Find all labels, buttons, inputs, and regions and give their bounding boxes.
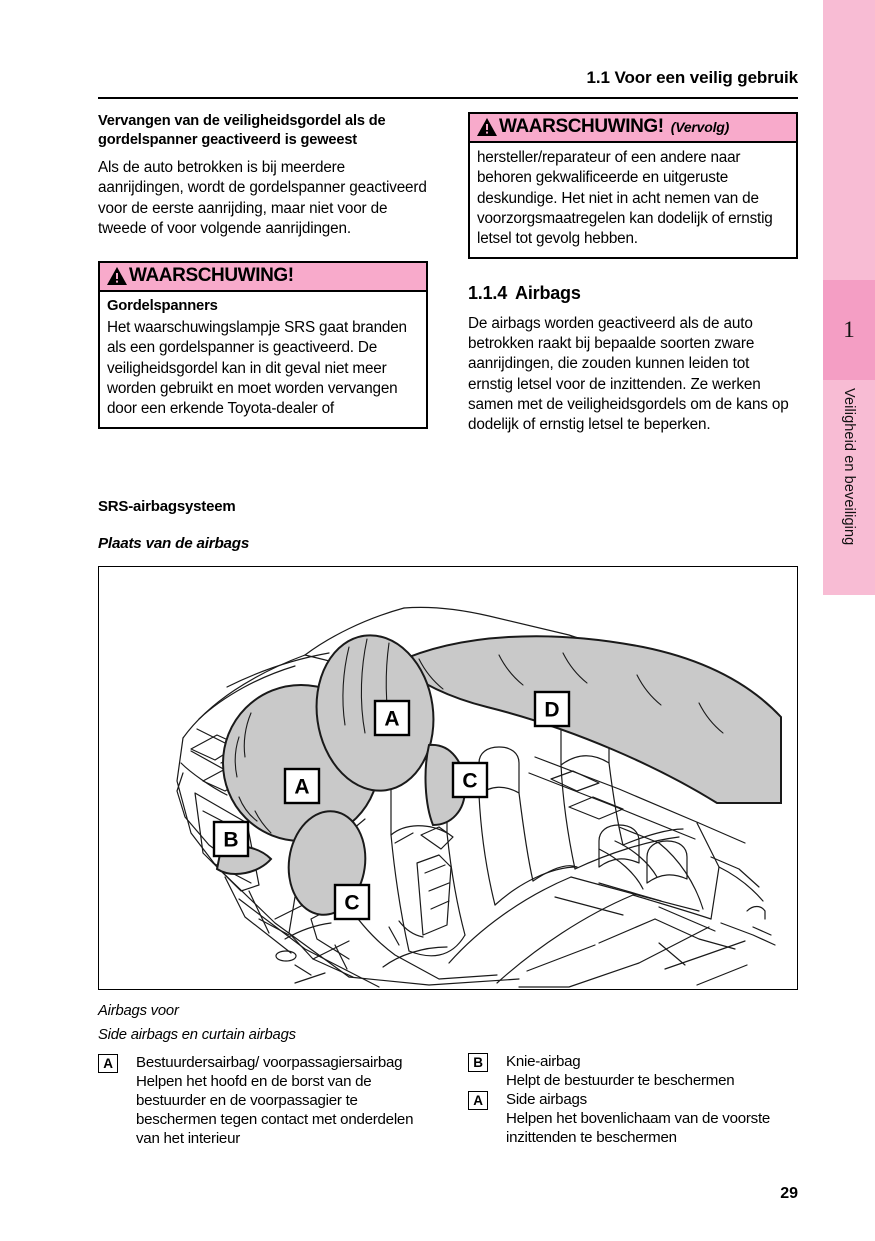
side-tab-label-text: Veiligheid en beveiliging xyxy=(841,388,857,546)
svg-text:A: A xyxy=(384,707,400,731)
legend-badge: A xyxy=(468,1091,488,1110)
side-tab-label xyxy=(823,380,875,595)
airbag-location-diagram xyxy=(98,566,798,990)
legend-badge: B xyxy=(468,1053,488,1072)
srs-subheading: Plaats van de airbags xyxy=(98,535,250,552)
warning-box-continued-label: (Vervolg) xyxy=(670,119,730,135)
warning-box-subtitle: Gordelspanners xyxy=(107,298,218,315)
legend-item xyxy=(468,1090,798,1147)
left-column xyxy=(98,112,428,429)
svg-text:A: A xyxy=(294,775,310,799)
legend-left xyxy=(98,1053,428,1148)
legend-right xyxy=(468,1052,798,1147)
legend-title: Side airbags xyxy=(506,1091,587,1109)
section-heading xyxy=(468,283,798,304)
warning-box-text: Het waarschuwingslampje SRS gaat branden als een gordelspanner is geactiveerd. De veiligheidsgordel kan in dit geval niet meer worden gebruikt en moet worden vervangen door een erkende Toyota-dealer of xyxy=(107,318,407,418)
page-title: 1.1 Voor een veilig gebruik xyxy=(586,68,798,87)
left-subheading: Vervangen van de veiligheidsgordel als de gordelspanner geactiveerd is geweest xyxy=(98,113,386,148)
left-paragraph: Als de auto betrokken is bij meerdere aanrijdingen, wordt de gordelspanner geactiveerd voor de eerste aanrijding, maar niet voor de tweede of voor volgende aanrijdingen. xyxy=(98,158,427,237)
section-paragraph: De airbags worden geactiveerd als de auto betrokken raakt bij bepaalde soorten zware aanrijdingen, die zouden kunnen leiden tot ernstig letsel voor de inzittenden. Ze werken samen met de veiligheidsgordels om de kans op dodelijk of ernstig letsel te beperken. xyxy=(468,314,789,434)
svg-text:C: C xyxy=(462,769,478,793)
header-rule xyxy=(98,97,798,99)
warning-box-continued-title: WAARSCHUWING! xyxy=(499,116,664,137)
legend-item xyxy=(468,1052,798,1090)
svg-text:D: D xyxy=(544,698,560,722)
srs-heading: SRS-airbagsysteem xyxy=(98,498,236,515)
warning-triangle-icon xyxy=(476,117,498,137)
legend-title: Knie-airbag xyxy=(506,1053,581,1070)
legend-item xyxy=(98,1053,428,1148)
legend-badge: A xyxy=(98,1054,118,1073)
figure-caption-line2: Side airbags en curtain airbags xyxy=(98,1027,296,1043)
figure-caption-line1: Airbags voor xyxy=(98,1003,179,1019)
warning-box-title: WAARSCHUWING! xyxy=(129,265,294,287)
right-column xyxy=(468,112,798,436)
warning-box-body xyxy=(100,292,426,426)
warning-box-continued-header xyxy=(470,114,796,143)
warning-box-continued xyxy=(468,112,798,259)
legend-description: Helpen het hoofd en de borst van de bestuurder en de voorpassagier te beschermen tegen contact met onderdelen van het interieur xyxy=(136,1073,414,1148)
section-title: Airbags xyxy=(515,282,581,303)
section-number: 1.1.4 xyxy=(468,282,508,303)
svg-text:C: C xyxy=(344,891,360,915)
warning-box-header xyxy=(100,263,426,292)
legend-title: Bestuurdersairbag/ voorpassagiersairbag xyxy=(136,1054,403,1071)
svg-text:B: B xyxy=(223,828,239,852)
page-number: 29 xyxy=(780,1185,798,1202)
side-tab-number: 1 xyxy=(843,317,855,342)
legend-description: Helpen het bovenlichaam van de voorste inzittenden te beschermen xyxy=(506,1110,771,1147)
warning-box-gordelspanners xyxy=(98,261,428,428)
warning-triangle-icon xyxy=(106,266,128,286)
warning-box-continued-body: hersteller/reparateur of een andere naar behoren gekwalificeerde en uitgeruste deskundige. Het niet in acht nemen van de voorzorgsmaatregelen kan dodelijk of ernstig letsel tot gevolg hebben. xyxy=(477,149,773,248)
legend-description: Helpt de bestuurder te beschermen xyxy=(506,1072,735,1090)
